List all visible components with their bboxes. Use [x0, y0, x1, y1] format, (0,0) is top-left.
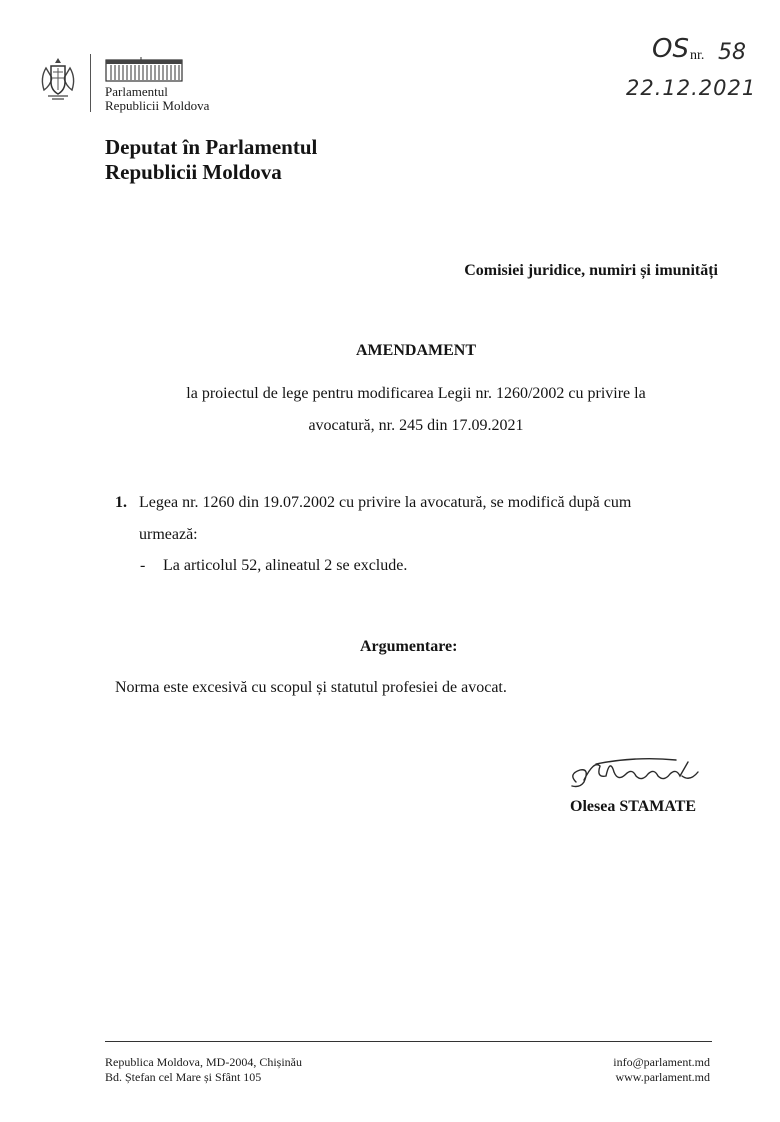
parliament-building-logo	[105, 57, 183, 83]
handwritten-signature	[566, 752, 716, 794]
argument-heading: Argumentare:	[360, 638, 458, 655]
item-text-line1: Legea nr. 1260 din 19.07.2002 cu privire la avocatură, se modifică după cum	[139, 494, 632, 511]
footer-rule	[105, 1041, 712, 1042]
amendment-item-number: 1.	[115, 494, 127, 511]
subtitle-line2: avocatură, nr. 245 din 17.09.2021	[308, 417, 524, 434]
item-text-line2: urmează:	[139, 526, 198, 543]
footer-address-line2: Bd. Ștefan cel Mare și Sfânt 105	[105, 1070, 262, 1084]
parliament-name-line1: Parlamentul	[105, 84, 168, 99]
footer-address-line1: Republica Moldova, MD-2004, Chișinău	[105, 1055, 302, 1069]
header-divider	[90, 54, 91, 112]
addressee: Comisiei juridice, numiri și imunități	[464, 262, 718, 279]
registration-number: 58	[718, 40, 746, 65]
footer-website-link[interactable]: www.parlament.md	[615, 1070, 710, 1084]
argument-text: Norma este excesivă cu scopul și statutul profesiei de avocat.	[115, 679, 507, 696]
sub-item-text: La articolul 52, alineatul 2 se exclude.	[163, 557, 408, 574]
parliament-name-line2: Republicii Moldova	[105, 98, 210, 113]
author-block	[105, 135, 317, 185]
registration-nr-label: nr.	[690, 48, 705, 63]
amendment-item-text	[139, 487, 729, 551]
subtitle-line1: la proiectul de lege pentru modificarea Legii nr. 1260/2002 cu privire la	[186, 385, 646, 402]
registration-prefix: OS	[652, 34, 689, 64]
document-subtitle	[0, 378, 780, 442]
registration-date: 22.12.2021	[626, 76, 757, 100]
sub-item-dash: -	[140, 557, 146, 574]
footer-address	[105, 1055, 302, 1085]
moldova-coat-of-arms-icon	[38, 56, 78, 102]
parliament-name	[105, 85, 209, 113]
author-line1: Deputat în Parlamentul	[105, 135, 318, 159]
signatory-name: Olesea STAMATE	[570, 798, 697, 815]
footer-email-link[interactable]: info@parlament.md	[613, 1055, 710, 1069]
author-line2: Republicii Moldova	[105, 160, 282, 184]
document-title: AMENDAMENT	[356, 342, 476, 359]
footer-contacts	[613, 1055, 710, 1085]
